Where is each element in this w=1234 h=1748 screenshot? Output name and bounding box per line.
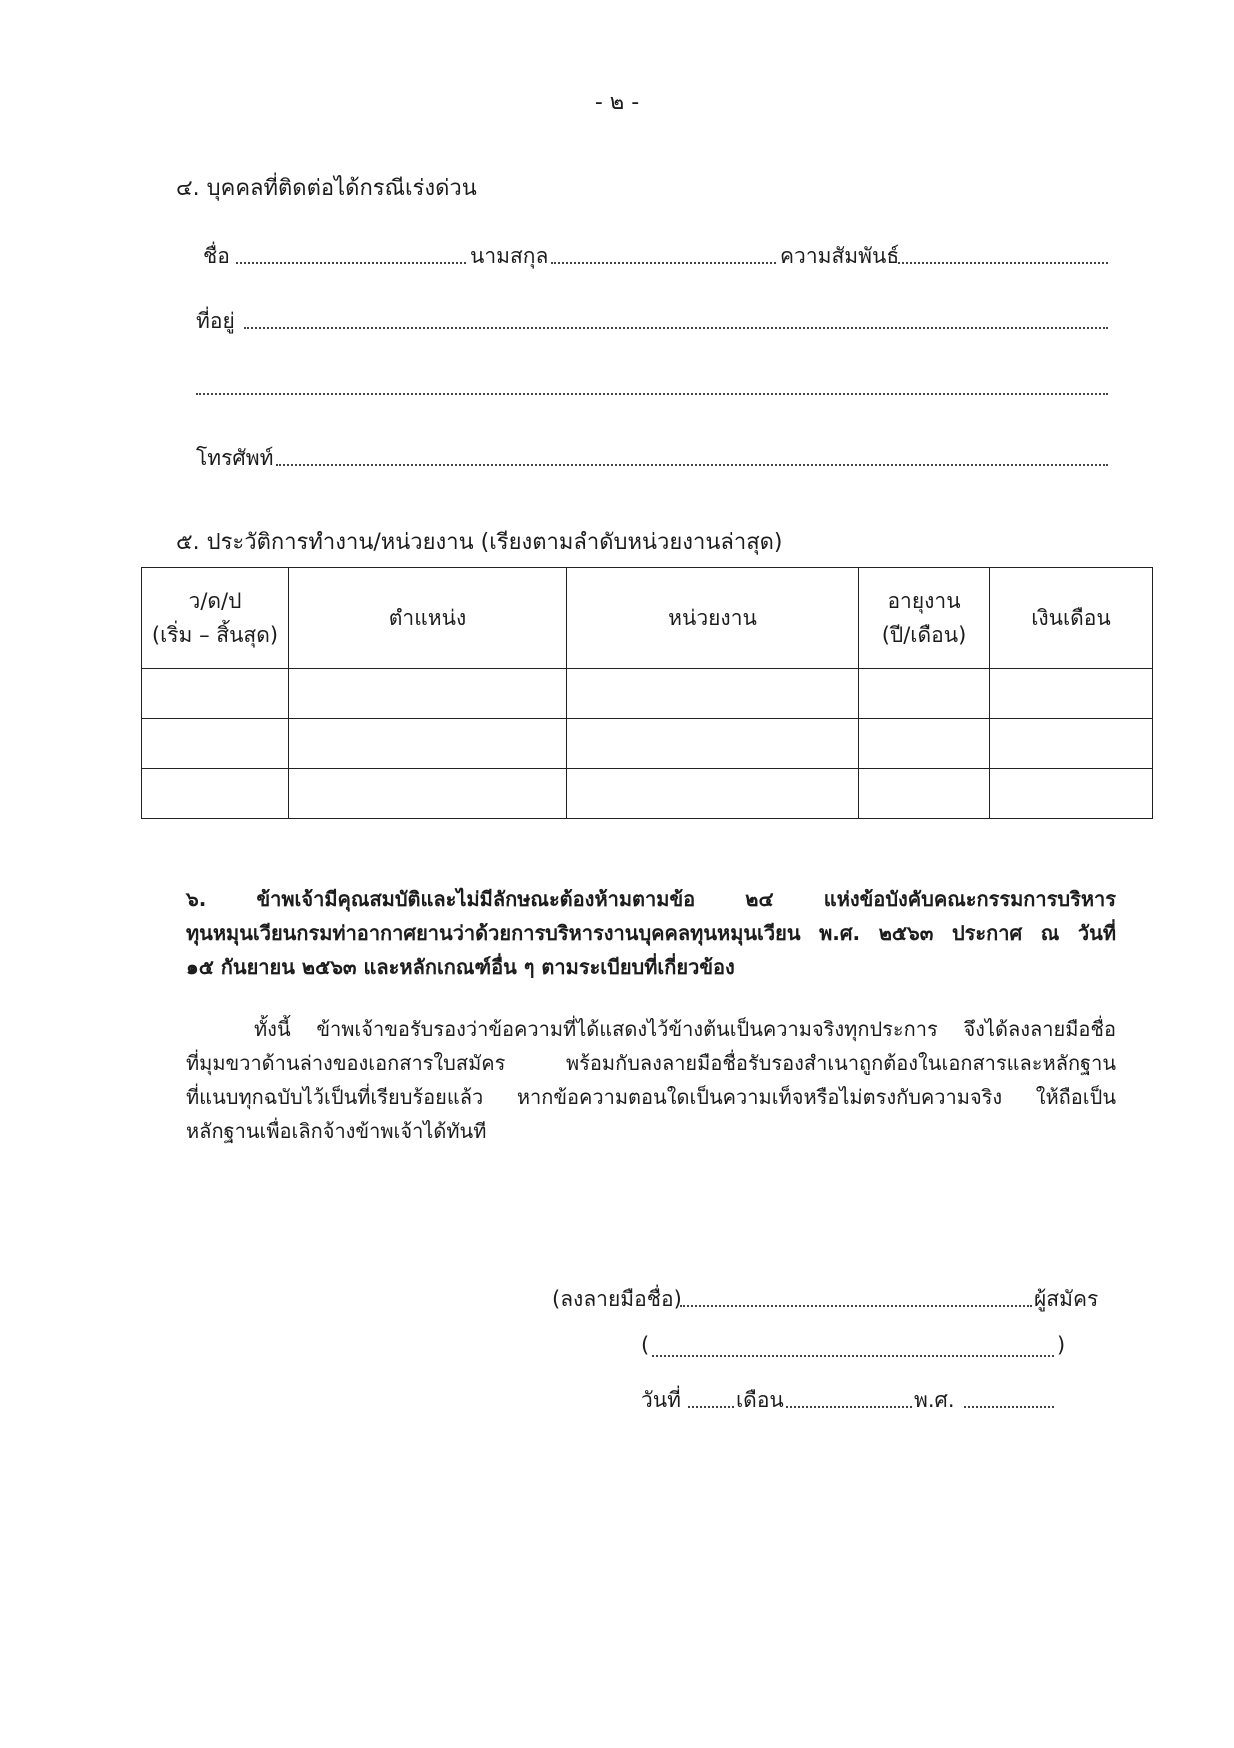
date-label: วันที่ — [641, 1388, 681, 1412]
month-field[interactable] — [786, 1406, 912, 1408]
work-history-table — [141, 567, 1153, 819]
section6-line: ทุนหมุนเวียนกรมท่าอากาศยานว่าด้วยการบริหารงานบุคคลทุนหมุนเวียน พ.ศ. ๒๕๖๓ ประกาศ ณ วันที่ — [186, 921, 1116, 945]
surname-label: นามสกุล — [470, 244, 549, 268]
table-cell[interactable] — [990, 769, 1153, 819]
table-cell[interactable] — [289, 769, 567, 819]
table-cell[interactable] — [990, 669, 1153, 719]
year-field[interactable] — [964, 1406, 1054, 1408]
signature-field[interactable] — [680, 1305, 1032, 1307]
address-label: ที่อยู่ — [196, 309, 235, 333]
table-cell[interactable] — [859, 769, 990, 819]
phone-field[interactable] — [276, 464, 1108, 466]
col-date-header: ว/ด/ป (เริ่ม – สิ้นสุด) — [142, 568, 289, 669]
table-cell[interactable] — [142, 669, 289, 719]
certification-line: ที่มุมขวาด้านล่างของเอกสารใบสมัคร พร้อมกับลงลายมือชื่อรับรองสำเนาถูกต้องในเอกสารและหลักฐาน — [186, 1051, 1116, 1075]
certification-line: หลักฐานเพื่อเลิกจ้างข้าพเจ้าได้ทันที — [186, 1119, 487, 1143]
section4-heading: ๔. บุคคลที่ติดต่อได้กรณีเร่งด่วน — [176, 176, 477, 201]
year-label: พ.ศ. — [914, 1388, 955, 1412]
paren-open: ( — [641, 1333, 650, 1357]
table-row — [142, 769, 1153, 819]
table-cell[interactable] — [289, 669, 567, 719]
certification-line: ทั้งนี้ ข้าพเจ้าขอรับรองว่าข้อความที่ได้แสดงไว้ข้างต้นเป็นความจริงทุกประการ จึงได้ลงลายมือชื่อ — [254, 1017, 1116, 1041]
table-header-row — [142, 568, 1153, 669]
col-tenure-header: อายุงาน (ปี/เดือน) — [859, 568, 990, 669]
table-cell[interactable] — [142, 769, 289, 819]
table-cell[interactable] — [567, 769, 859, 819]
address-field-line2[interactable] — [196, 393, 1108, 395]
col-position-header: ตำแหน่ง — [289, 568, 567, 669]
certification-paragraph — [186, 1012, 1116, 1148]
section6-line: ๖. ข้าพเจ้ามีคุณสมบัติและไม่มีลักษณะต้องห้ามตามข้อ ๒๔ แห่งข้อบังคับคณะกรรมการบริหาร — [186, 887, 1116, 911]
surname-field[interactable] — [551, 262, 776, 264]
section5-heading: ๕. ประวัติการทำงาน/หน่วยงาน (เรียงตามลำดับหน่วยงานล่าสุด) — [176, 530, 783, 555]
section6-paragraph — [186, 882, 1116, 984]
paren-close: ) — [1057, 1333, 1066, 1357]
col-salary-header: เงินเดือน — [990, 568, 1153, 669]
relation-label: ความสัมพันธ์ — [780, 244, 900, 268]
sign-label: (ลงลายมือชื่อ) — [552, 1287, 682, 1311]
address-field-line1[interactable] — [244, 327, 1108, 329]
table-cell[interactable] — [567, 719, 859, 769]
page-number: - ๒ - — [594, 90, 640, 115]
month-label: เดือน — [736, 1388, 784, 1412]
relation-field[interactable] — [898, 262, 1108, 264]
section6-line: ๑๕ กันยายน ๒๕๖๓ และหลักเกณฑ์อื่น ๆ ตามระเบียบที่เกี่ยวข้อง — [186, 955, 735, 979]
table-cell[interactable] — [990, 719, 1153, 769]
phone-label: โทรศัพท์ — [196, 446, 274, 470]
table-row — [142, 719, 1153, 769]
table-cell[interactable] — [567, 669, 859, 719]
name-label: ชื่อ — [203, 244, 230, 268]
col-agency-header: หน่วยงาน — [567, 568, 859, 669]
printed-name-field[interactable] — [652, 1355, 1054, 1357]
table-cell[interactable] — [142, 719, 289, 769]
table-cell[interactable] — [859, 669, 990, 719]
day-field[interactable] — [688, 1406, 734, 1408]
certification-line: ที่แนบทุกฉบับไว้เป็นที่เรียบร้อยแล้ว หากข้อความตอนใดเป็นความเท็จหรือไม่ตรงกับความจริง ให้ถือเป็น — [186, 1085, 1116, 1109]
table-cell[interactable] — [859, 719, 990, 769]
table-row — [142, 669, 1153, 719]
applicant-label: ผู้สมัคร — [1034, 1287, 1099, 1311]
table-cell[interactable] — [289, 719, 567, 769]
name-field[interactable] — [236, 262, 466, 264]
